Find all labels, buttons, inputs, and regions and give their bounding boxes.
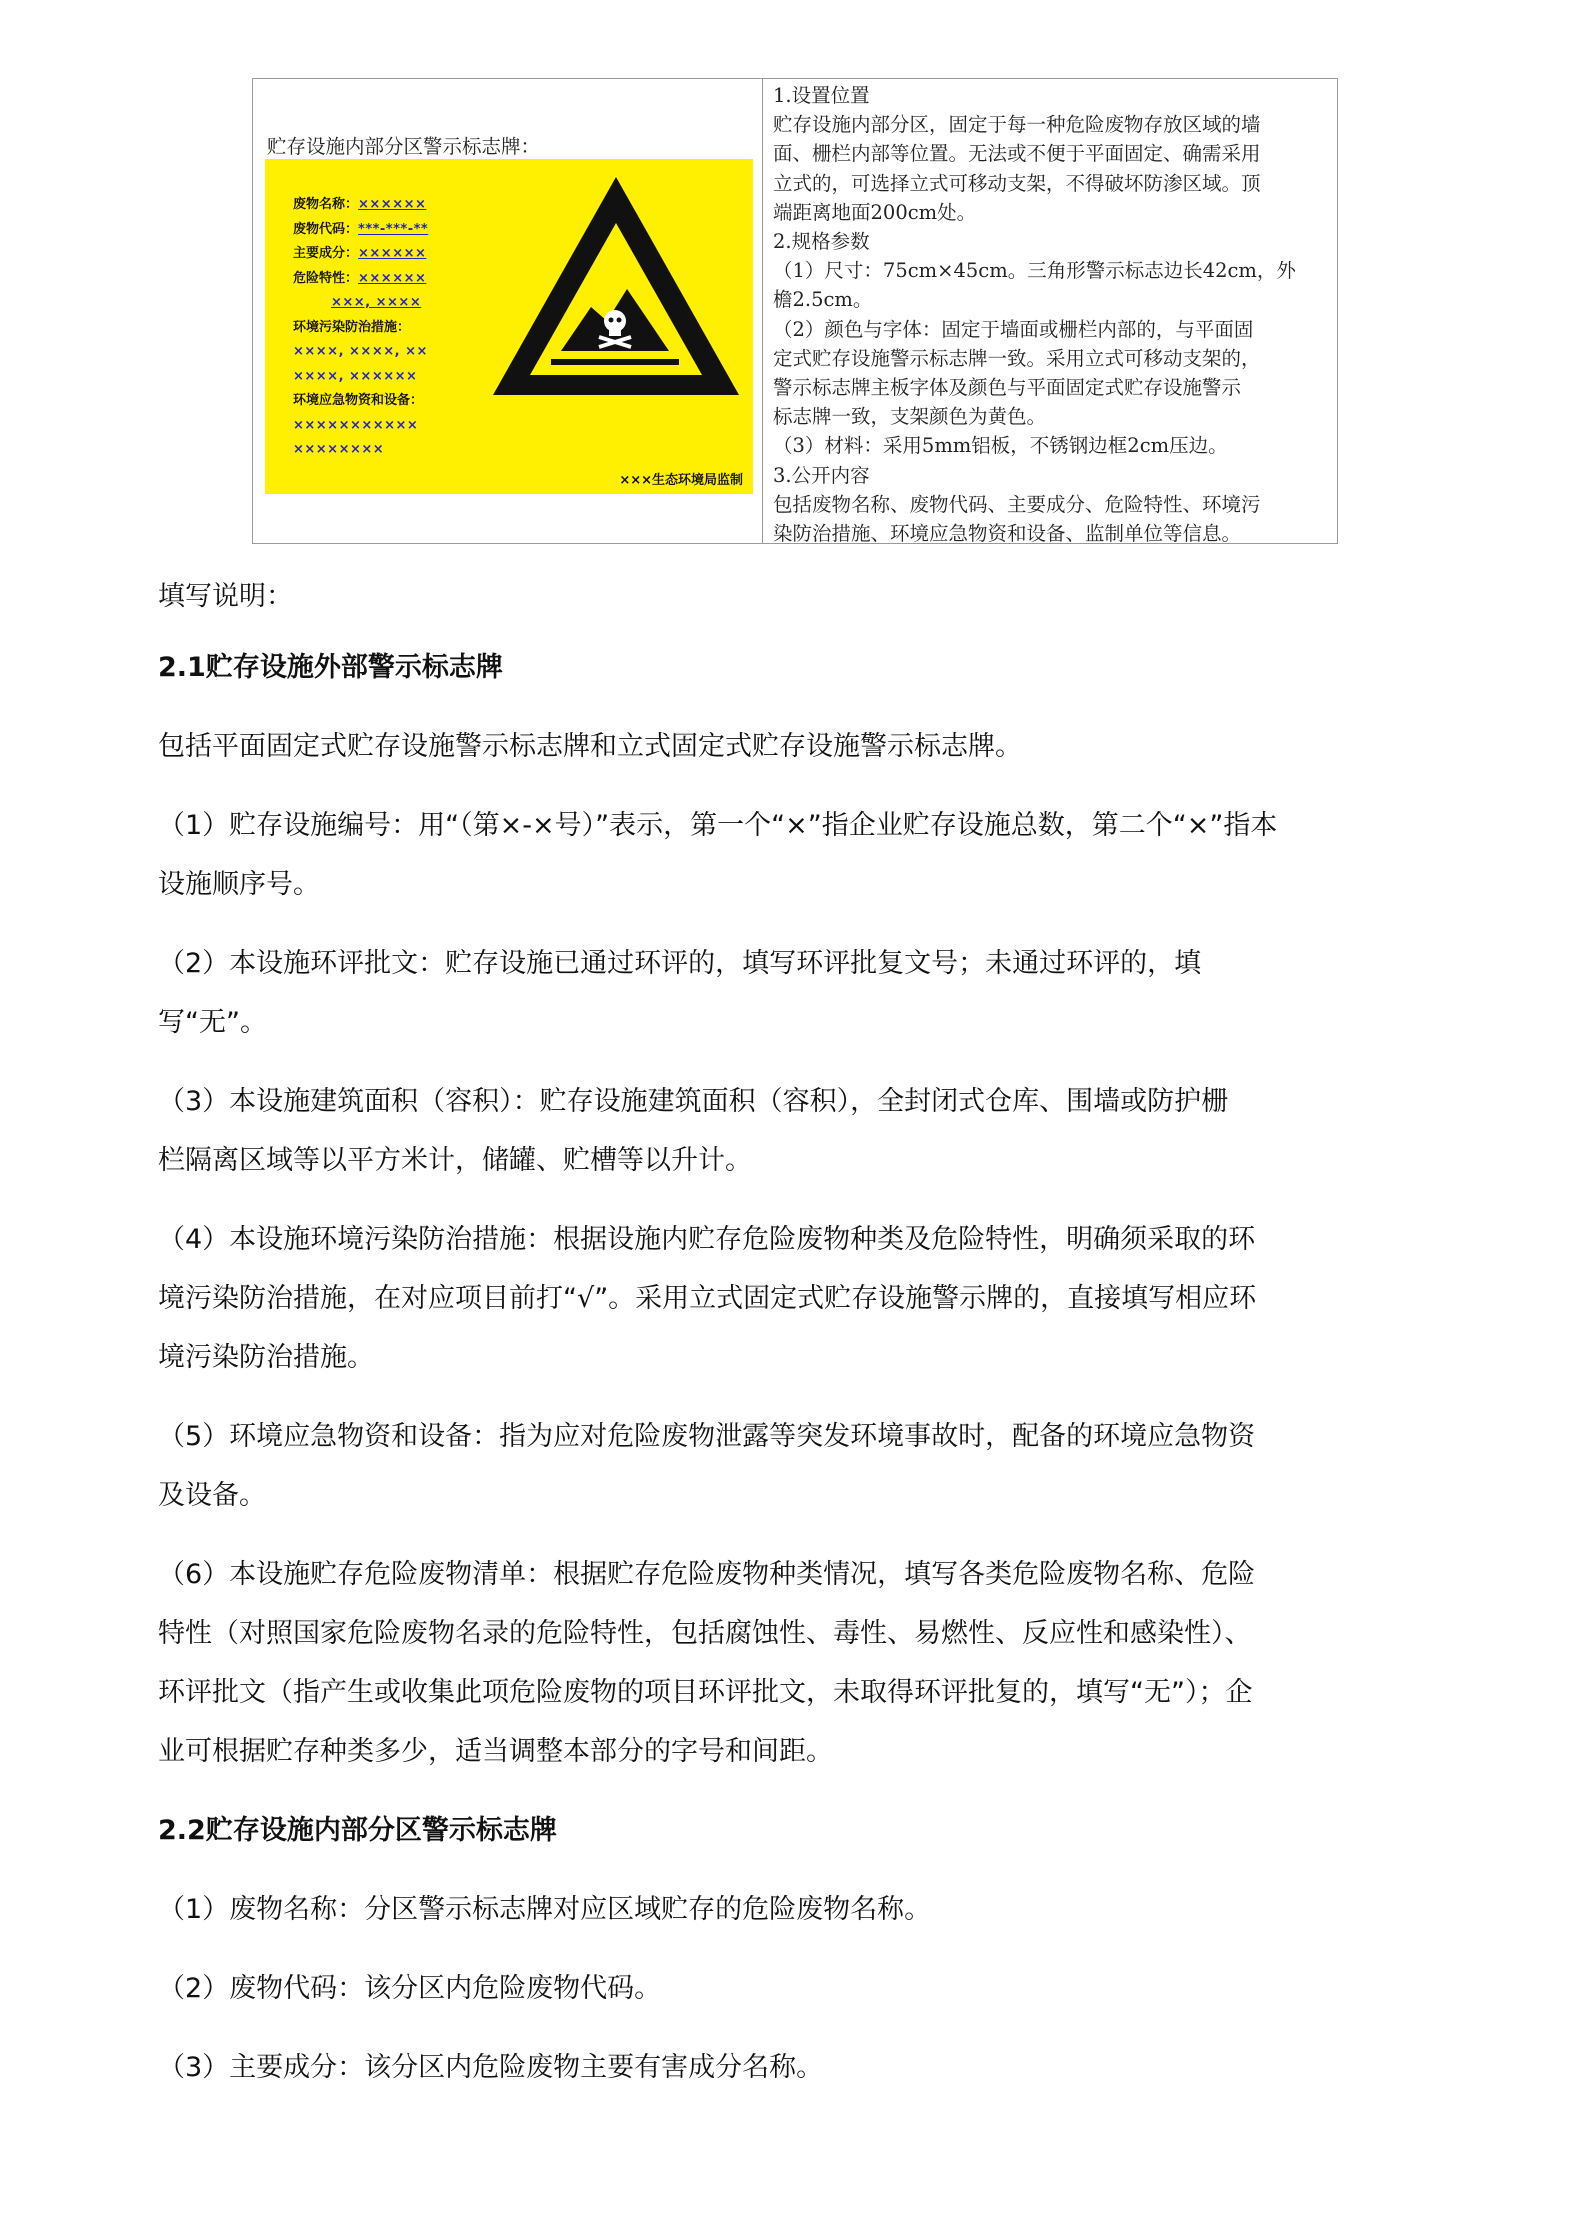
paragraph-line: 及设备。 (158, 1480, 266, 1511)
paragraph-line: 境污染防治措施，在对应项目前打“√”。采用立式固定式贮存设施警示牌的，直接填写相应环 (158, 1283, 1257, 1314)
paragraph-line: 境污染防治措施。 (158, 1342, 374, 1373)
spec-line: 1.设置位置 (773, 84, 870, 107)
paragraph-item-3 (158, 1072, 1433, 1190)
paragraph-line: （3）本设施建筑面积（容积）：贮存设施建筑面积（容积），全封闭式仓库、围墙或防护栅 (158, 1086, 1229, 1117)
spec-line: 檐2.5cm。 (773, 288, 873, 312)
section-2-1-intro: 包括平面固定式贮存设施警示标志牌和立式固定式贮存设施警示标志牌。 (158, 731, 1022, 762)
skull-crossbones-warning-icon (487, 171, 745, 419)
spec-line: 3.公开内容 (773, 463, 870, 487)
sign-field-composition: 主要成分：×××××× (293, 246, 427, 261)
sign-field-emergency-line: ××××××××××× (293, 417, 419, 433)
paragraph-line: （4）本设施环境污染防治措施：根据设施内贮存危险废物种类及危险特性，明确须采取的环 (158, 1224, 1256, 1255)
spec-cell (763, 79, 1337, 546)
spec-line: 定式贮存设施警示标志牌一致。采用立式可移动支架的， (773, 346, 1261, 370)
spec-line: （2）颜色与字体：固定于墙面或栅栏内部的，与平面固 (773, 317, 1254, 341)
instructions-title: 填写说明： (158, 581, 293, 612)
sign-fields (293, 193, 498, 463)
spec-line: 警示标志牌主板字体及颜色与平面固定式贮存设施警示 (773, 376, 1242, 400)
sign-caption: 贮存设施内部分区警示标志牌： (267, 135, 541, 158)
paragraph-line: 设施顺序号。 (158, 869, 320, 900)
spec-line: 贮存设施内部分区，固定于每一种危险废物存放区域的墙 (773, 113, 1261, 137)
sign-field-measures-line: ××××, ×××××× (293, 368, 418, 384)
paragraph-item-2 (158, 934, 1433, 1052)
section-2-2-item: （2）废物代码：该分区内危险废物代码。 (158, 1973, 662, 2004)
paragraph-line: 写“无”。 (158, 1007, 267, 1038)
spec-line: 2.规格参数 (773, 230, 870, 254)
sign-field-waste-code: 废物代码：***-***-** (293, 221, 429, 237)
paragraph-line: （5）环境应急物资和设备：指为应对危险废物泄露等突发环境事故时，配备的环境应急物资 (158, 1421, 1256, 1452)
paragraph-line: 特性（对照国家危险废物名录的危险特性，包括腐蚀性、毒性、易燃性、反应性和感染性）、 (158, 1618, 1252, 1649)
sign-field-hazard-cont: ×××, ×××× (331, 295, 422, 310)
paragraph-item-4 (158, 1210, 1433, 1387)
sign-field-emergency-label: 环境应急物资和设备： (293, 393, 424, 408)
spec-line: 标志牌一致，支架颜色为黄色。 (773, 405, 1047, 429)
spec-line: 立式的，可选择立式可移动支架，不得破坏防渗区域。顶 (773, 171, 1261, 195)
paragraph-line: （1）贮存设施编号：用“（第×-×号）”表示，第一个“×”指企业贮存设施总数，第二个“×”指本 (158, 810, 1278, 841)
warning-sign (265, 159, 753, 494)
section-2-2-item: （1）废物名称：分区警示标志牌对应区域贮存的危险废物名称。 (158, 1894, 932, 1925)
sign-field-measures-line: ××××, ××××, ×× (293, 344, 428, 359)
sign-field-hazard: 危险特性：×××××× (293, 270, 427, 286)
spec-line: （1）尺寸：75cm×45cm。三角形警示标志边长42cm，外 (773, 259, 1296, 283)
spec-line: 包括废物名称、废物代码、主要成分、危险特性、环境污 (773, 492, 1261, 516)
paragraph-line: 环评批文（指产生或收集此项危险废物的项目环评批文，未取得环评批复的，填写“无”）；企 (158, 1677, 1253, 1708)
spec-line: 染防治措施、环境应急物资和设备、监制单位等信息。 (773, 522, 1242, 546)
paragraph-line: 栏隔离区域等以平方米计，储罐、贮槽等以升计。 (158, 1145, 752, 1176)
paragraph-item-6 (158, 1545, 1433, 1781)
section-heading-2-2: 2.2贮存设施内部分区警示标志牌 (158, 1815, 557, 1846)
section-2-2-item: （3）主要成分：该分区内危险废物主要有害成分名称。 (158, 2052, 824, 2083)
sign-field-emergency-line: ×××××××× (293, 442, 385, 457)
instructions (158, 567, 1433, 2097)
sign-cell (253, 79, 763, 543)
spec-line: 面、栅栏内部等位置。无法或不便于平面固定、确需采用 (773, 142, 1261, 166)
section-heading-2-1: 2.1贮存设施外部警示标志牌 (158, 652, 503, 683)
paragraph-line: 业可根据贮存种类多少，适当调整本部分的字号和间距。 (158, 1736, 833, 1767)
sign-spec-table (252, 78, 1338, 544)
paragraph-item-1 (158, 796, 1433, 914)
spec-line: （3）材料：采用5mm铝板，不锈钢边框2cm压边。 (773, 434, 1228, 458)
sign-field-waste-name: 废物名称：×××××× (293, 197, 427, 212)
sign-footer: ×××生态环境局监制 (619, 473, 743, 488)
spec-line: 端距离地面200cm处。 (773, 200, 977, 224)
paragraph-item-5 (158, 1407, 1433, 1525)
paragraph-line: （6）本设施贮存危险废物清单：根据贮存危险废物种类情况，填写各类危险废物名称、危险 (158, 1559, 1256, 1590)
sign-field-measures-label: 环境污染防治措施： (293, 319, 411, 335)
paragraph-line: （2）本设施环评批文：贮存设施已通过环评的，填写环评批复文号；未通过环评的，填 (158, 948, 1202, 979)
